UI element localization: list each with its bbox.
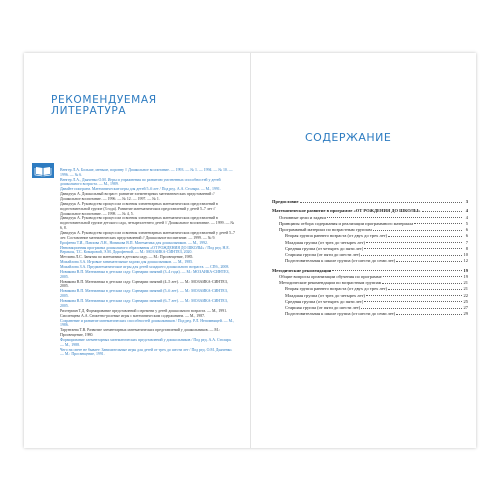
toc-leader-dots bbox=[388, 236, 462, 237]
toc-page-number: 10 bbox=[463, 252, 468, 257]
toc-page-number: 3 bbox=[465, 199, 468, 204]
contents-title: СОДЕРЖАНИЕ bbox=[305, 131, 392, 144]
reference-item: Венгер Л.А., Дьяченко О.М. Игры и упражнения по развитию умственных способностей у детей дошкольного возраста. — М., 1989. bbox=[60, 177, 221, 187]
table-of-contents bbox=[272, 199, 468, 318]
toc-leader-dots bbox=[366, 242, 462, 243]
reference-item: Тарунтаева Т.В. Развитие элементарных математических представлений у дошкольников. — М.: Просвещение, 1980. bbox=[60, 328, 220, 338]
toc-page-number: 19 bbox=[463, 273, 468, 279]
toc-page-number: 29 bbox=[463, 311, 468, 317]
toc-leader-dots bbox=[364, 301, 462, 302]
toc-entry[interactable] bbox=[272, 311, 468, 317]
toc-page-number: 4 bbox=[465, 208, 468, 214]
toc-entry-title: Младшая группа (от трех до четырех лет) bbox=[285, 292, 365, 298]
toc-entry-title: Основные цели и задачи bbox=[279, 214, 326, 220]
toc-page-number: 22 bbox=[463, 292, 468, 298]
reference-item: Новикова В.П. Математика в детском саду. Сценарии занятий (3–4 года). — М.: МОЗАИКА-СИНТЕЗ, 2005. bbox=[60, 270, 230, 279]
literature-title-line: РЕКОМЕНДУЕМАЯ bbox=[51, 94, 157, 106]
toc-entry-title: Методические рекомендации bbox=[272, 267, 332, 273]
toc-leader-dots bbox=[396, 314, 462, 315]
toc-entry-title: Предисловие bbox=[272, 199, 299, 204]
toc-leader-dots bbox=[327, 217, 462, 218]
toc-leader-dots bbox=[366, 295, 462, 296]
toc-leader-dots bbox=[422, 211, 462, 212]
toc-page-number: 5 bbox=[465, 220, 468, 226]
toc-entry-title: Общие вопросы организации обучения по программе bbox=[279, 273, 382, 279]
reference-item: Рихтерман Т.Д. Формирование представлений о времени у детей дошкольного возраста. — М., 1991. bbox=[60, 308, 228, 313]
reference-item: Венгер Л.А. Больше, меньше, поровну // Дошкольное воспитание. — 1993. — № 1. — 1994. — № 10. — 1996. — № 6. bbox=[60, 168, 233, 177]
toc-page-number: 25 bbox=[463, 298, 468, 304]
reference-item: Инновационная программа дошкольного образования «ОТ РОЖДЕНИЯ ДО ШКОЛЫ» / Под ред. Н.Е. Вераксы, Т.С. Комаровой, Э.М. Дорофеевой. — М.: МОЗАИКА-СИНТЕЗ, 2020. bbox=[60, 245, 230, 255]
toc-entry-title: Методические рекомендации по возрастным группам bbox=[279, 280, 382, 285]
right-page bbox=[250, 53, 477, 448]
toc-page-number: 19 bbox=[463, 267, 468, 273]
toc-leader-dots bbox=[388, 289, 462, 290]
toc-entry-title: Средняя группа (от четырех до пяти лет) bbox=[285, 298, 364, 304]
reference-item: Чего на свете не бывает: Занимательные игры для детей от трех до шести лет / Под ред. О.М. Дьяченко. — М.: Просвещение, 1991. bbox=[60, 347, 233, 357]
toc-page-number: 7 bbox=[465, 239, 468, 245]
toc-leader-dots bbox=[364, 248, 462, 249]
toc-entry-title: Вторая группа раннего возраста (от двух до трех лет) bbox=[285, 286, 388, 292]
toc-entry-title: Средняя группа (от четырех до пяти лет) bbox=[285, 245, 364, 251]
reference-item: Давайте поиграем. Математические игры для детей 5–6 лет / Под ред. А.А. Столяра. — М., 1991. bbox=[60, 187, 221, 192]
reference-item: Ерофеева Т.И., Павлова Л.Н., Новикова В.П. Математика для дошкольников. — М., 1992. bbox=[60, 240, 208, 245]
toc-entry-title: Математическое развитие в программе «ОТ РОЖДЕНИЯ ДО ШКОЛЫ» bbox=[272, 208, 421, 214]
book-icon bbox=[32, 163, 54, 178]
reference-item: Новикова В.П. Математика в детском саду. Сценарии занятий (5–6 лет). — М.: МОЗАИКА-СИНТЕЗ, 2005. bbox=[60, 289, 228, 299]
toc-entry-title: Младшая группа (от трех до четырех лет) bbox=[285, 239, 365, 245]
reference-item: Михайлова З.А. Предматематические игры для детей младшего дошкольного возраста. — СПб., 2008. bbox=[60, 265, 230, 270]
toc-entry-title: Программный материал по возрастным группам bbox=[279, 227, 372, 232]
left-page bbox=[24, 53, 250, 448]
toc-page-number: 12 bbox=[463, 258, 468, 264]
toc-page-number: 6 bbox=[465, 233, 468, 239]
reference-item: Новикова В.П. Математика в детском саду. Сценарии занятий (4–5 лет). — М.: МОЗАИКА-СИНТЕЗ, 2005. bbox=[60, 279, 228, 289]
toc-entry-title: Подготовительная к школе группа (от шести до семи лет) bbox=[285, 258, 396, 264]
literature-title bbox=[51, 95, 157, 117]
reference-item: Давидчук А. Дошкольный возраст: развитие элементарных математических представлений // Дошкольное воспитание. — 1996. — № 12. — 1997. — № 1. bbox=[60, 192, 215, 202]
toc-entry-title: Принципы отбора содержания и реализации программного материала bbox=[279, 220, 414, 226]
toc-leader-dots bbox=[300, 202, 463, 203]
toc-entry-title: Старшая группа (от пяти до шести лет) bbox=[285, 252, 361, 257]
reference-list bbox=[60, 168, 235, 357]
toc-entry-title: Подготовительная к школе группа (от шести до семи лет) bbox=[285, 311, 396, 317]
reference-item: Сохранение и развитие математических способностей дошкольников / Под ред. Р.Л. Непомнящей. — М., 1986. bbox=[60, 318, 235, 328]
reference-item: Давидчук А. Руководство процессом освоения элементарных математических представлений в подготовительной группе (3 года). Развитие математических представлений у детей 5–7 лет // Дошкольное воспитание. — 1998. — № 4, 5. bbox=[60, 202, 218, 216]
toc-page-number: 8 bbox=[465, 245, 468, 251]
toc-leader-dots bbox=[383, 276, 462, 277]
toc-leader-dots bbox=[332, 270, 462, 271]
toc-page-number: 4 bbox=[465, 214, 468, 220]
toc-page-number: 27 bbox=[463, 305, 468, 310]
reference-item: Новикова В.П. Математика в детском саду. Сценарии занятий (6–7 лет). — М.: МОЗАИКА-СИНТЕЗ, 2005. bbox=[60, 299, 228, 308]
reference-item: Давидчук А. Руководство процессом освоения элементарных математических представлений у детей 5–7 лет. Составление математических представлений // Дошкольное воспитание. — 1999. — № 9. bbox=[60, 230, 235, 240]
toc-entry-title: Старшая группа (от пяти до шести лет) bbox=[285, 305, 361, 310]
toc-leader-dots bbox=[373, 230, 462, 231]
book-spread bbox=[24, 53, 476, 448]
reference-item: Формирование элементарных математических представлений у дошкольников / Под ред. А.А. Столяра. — М., 1988. bbox=[60, 338, 232, 347]
toc-page-number: 21 bbox=[463, 280, 468, 285]
reference-item: Михайлова З.А. Игровые занимательные задачи для дошкольников. — М., 1985. bbox=[60, 260, 194, 265]
toc-leader-dots bbox=[382, 283, 462, 284]
toc-page-number: 21 bbox=[463, 286, 468, 292]
toc-leader-dots bbox=[414, 223, 462, 224]
toc-leader-dots bbox=[361, 255, 462, 256]
toc-entry-title: Вторая группа раннего возраста (от двух до трех лет) bbox=[285, 233, 388, 239]
reference-item: Смоленцева А.А. Сюжетно-ролевые игры с математическим содержанием. — М., 1987. bbox=[60, 313, 206, 318]
toc-page-number: 6 bbox=[465, 227, 468, 232]
literature-title-line: ЛИТЕРАТУРА bbox=[51, 105, 127, 117]
toc-leader-dots bbox=[361, 308, 462, 309]
reference-item: Давидчук А. Руководство процессом освоения элементарных математических представлений в подготовительной группе детского сада, четырехлетнего детей // Дошкольное воспитание. — 1999. — № 6, 8. bbox=[60, 216, 235, 230]
toc-leader-dots bbox=[396, 261, 462, 262]
reference-item: Метлина Л.С. Занятия по математике в детском саду. — М.: Просвещение, 1985. bbox=[60, 255, 194, 260]
